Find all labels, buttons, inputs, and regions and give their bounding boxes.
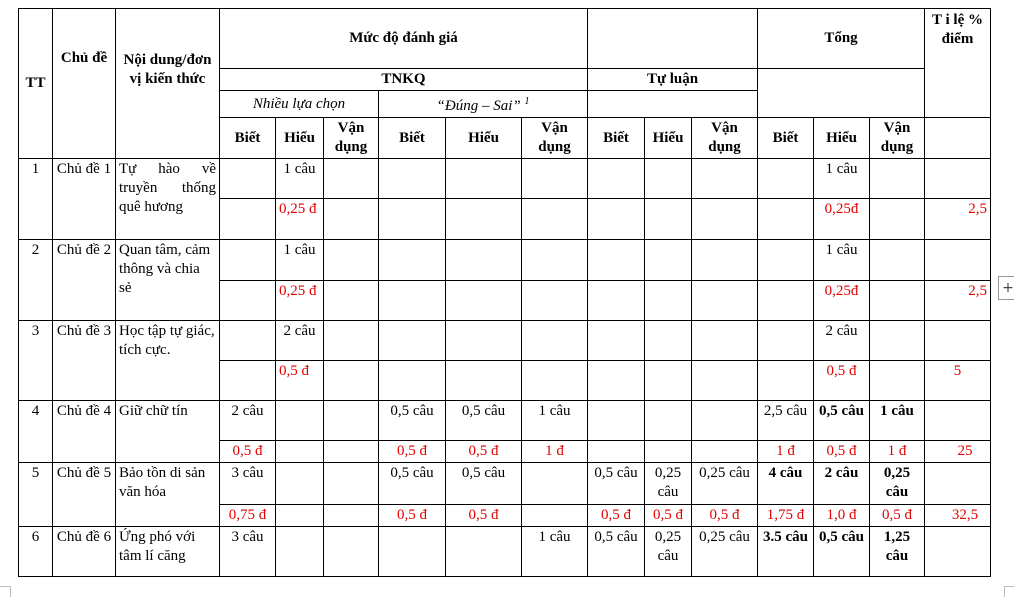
cell-count-nlc-h: 1 câu <box>276 159 324 199</box>
cell-count-ds-b: 0,5 câu <box>379 463 446 505</box>
header-tnkq: TNKQ <box>220 69 588 91</box>
cell-pct-blank <box>925 240 991 281</box>
header-muc-do-blank <box>588 9 758 69</box>
row-tt: 5 <box>19 463 53 527</box>
row-chu-de: Chủ đề 1 <box>53 159 116 240</box>
header-noi-dung: Nội dung/đơn vị kiến thức <box>116 9 220 159</box>
cell-count-tl-v <box>692 401 758 441</box>
add-column-button[interactable]: + <box>998 276 1014 300</box>
cell-score-t-v: 1 đ <box>870 441 925 463</box>
cell-score-ds-v <box>522 281 588 321</box>
cell-score-tl-v <box>692 361 758 401</box>
cell-count-nlc-b: 3 câu <box>220 463 276 505</box>
cell-count-t-h: 1 câu <box>814 159 870 199</box>
header-tt: TT <box>19 9 53 159</box>
col-tong-biet: Biết <box>758 118 814 159</box>
header-tong-blank <box>758 69 925 118</box>
cell-score-tl-v <box>692 199 758 240</box>
cell-score-pct: 2,5 <box>925 199 991 240</box>
cell-count-t-b <box>758 321 814 361</box>
cell-count-ds-b <box>379 240 446 281</box>
header-nhieu-lua-chon: Nhiều lựa chọn <box>220 91 379 118</box>
cell-count-ds-v <box>522 159 588 199</box>
table-row <box>19 463 991 505</box>
cell-count-ds-b <box>379 159 446 199</box>
cell-score-nlc-b: 0,75 đ <box>220 505 276 527</box>
cell-score-ds-v <box>522 199 588 240</box>
cell-score-tl-b <box>588 199 645 240</box>
cell-count-nlc-b: 3 câu <box>220 527 276 577</box>
cell-count-nlc-b <box>220 240 276 281</box>
cell-count-ds-h: 0,5 câu <box>446 401 522 441</box>
cell-score-tl-b <box>588 361 645 401</box>
header-dung-sai <box>379 91 588 118</box>
cell-count-t-b: 2,5 câu <box>758 401 814 441</box>
cell-count-ds-v: 1 câu <box>522 527 588 577</box>
cell-count-t-b <box>758 159 814 199</box>
cell-count-t-b: 4 câu <box>758 463 814 505</box>
cell-count-ds-v: 1 câu <box>522 401 588 441</box>
row-tt: 3 <box>19 321 53 401</box>
cell-pct-blank <box>925 463 991 505</box>
cell-score-nlc-b <box>220 199 276 240</box>
cell-score-tl-b <box>588 441 645 463</box>
header-tu-luan-blank <box>588 91 758 118</box>
cell-score-nlc-v <box>324 505 379 527</box>
cell-count-t-h: 2 câu <box>814 321 870 361</box>
cell-count-tl-h <box>645 321 692 361</box>
cell-score-nlc-h <box>276 441 324 463</box>
col-pct-blank <box>925 118 991 159</box>
cell-count-t-v: 0,25 câu <box>870 463 925 505</box>
cell-count-tl-h: 0,25 câu <box>645 527 692 577</box>
table-body <box>19 159 991 577</box>
cell-count-tl-h: 0,25 câu <box>645 463 692 505</box>
row-noi-dung: Quan tâm, cảm thông và chia sẻ <box>116 240 220 321</box>
cell-score-ds-b <box>379 361 446 401</box>
header-tong: Tổng <box>758 9 925 69</box>
cell-count-nlc-v <box>324 463 379 505</box>
cell-score-t-h: 1,0 đ <box>814 505 870 527</box>
cell-count-nlc-b <box>220 321 276 361</box>
col-tl-van-dung: Vận dụng <box>692 118 758 159</box>
cell-count-nlc-h <box>276 401 324 441</box>
cell-score-tl-v <box>692 441 758 463</box>
cell-score-ds-b <box>379 199 446 240</box>
cell-score-t-v <box>870 361 925 401</box>
cell-count-t-v: 1 câu <box>870 401 925 441</box>
cell-count-nlc-v <box>324 321 379 361</box>
cell-score-ds-h <box>446 281 522 321</box>
cell-count-tl-b <box>588 321 645 361</box>
cell-count-ds-v <box>522 463 588 505</box>
cell-score-tl-h: 0,5 đ <box>645 505 692 527</box>
table-row <box>19 321 991 361</box>
cell-score-t-h: 0,25đ <box>814 199 870 240</box>
cell-count-tl-v <box>692 159 758 199</box>
cell-score-nlc-h: 0,25 đ <box>276 281 324 321</box>
cell-count-t-b <box>758 240 814 281</box>
col-tong-hieu: Hiểu <box>814 118 870 159</box>
cell-count-t-b: 3.5 câu <box>758 527 814 577</box>
row-noi-dung: Giữ chữ tín <box>116 401 220 463</box>
cell-count-tl-h <box>645 240 692 281</box>
col-tl-hieu: Hiểu <box>645 118 692 159</box>
cell-count-tl-v: 0,25 câu <box>692 463 758 505</box>
cell-score-tl-v: 0,5 đ <box>692 505 758 527</box>
cell-score-t-b: 1,75 đ <box>758 505 814 527</box>
cell-count-t-v <box>870 321 925 361</box>
cell-pct-blank <box>925 159 991 199</box>
dung-sai-label: “Đúng – Sai” <box>436 98 525 114</box>
table-row <box>19 240 991 281</box>
cell-count-nlc-v <box>324 159 379 199</box>
cell-count-t-v: 1,25 câu <box>870 527 925 577</box>
cell-count-t-v <box>870 240 925 281</box>
cell-count-ds-b <box>379 321 446 361</box>
row-chu-de: Chủ đề 3 <box>53 321 116 401</box>
header-ti-le: T i lệ % điểm <box>925 9 991 118</box>
cell-score-nlc-v <box>324 361 379 401</box>
header-chu-de: Chủ đề <box>53 9 116 159</box>
row-tt: 4 <box>19 401 53 463</box>
cell-score-nlc-b <box>220 281 276 321</box>
col-tl-biet: Biết <box>588 118 645 159</box>
cell-score-tl-b: 0,5 đ <box>588 505 645 527</box>
cell-count-t-h: 0,5 câu <box>814 527 870 577</box>
cell-count-ds-b <box>379 527 446 577</box>
table-row <box>19 159 991 199</box>
row-chu-de: Chủ đề 6 <box>53 527 116 577</box>
cell-count-tl-b <box>588 159 645 199</box>
col-nlc-van-dung: Vận dụng <box>324 118 379 159</box>
cell-count-ds-h <box>446 159 522 199</box>
assessment-matrix-table-wrap <box>18 8 991 577</box>
cell-count-ds-h: 0,5 câu <box>446 463 522 505</box>
col-tong-van-dung: Vận dụng <box>870 118 925 159</box>
cell-count-tl-b: 0,5 câu <box>588 527 645 577</box>
dung-sai-footnote: 1 <box>524 96 530 107</box>
cell-score-ds-h <box>446 361 522 401</box>
cell-score-tl-h <box>645 199 692 240</box>
cell-score-t-b <box>758 361 814 401</box>
cell-count-ds-h <box>446 240 522 281</box>
cell-score-t-h: 0,5 đ <box>814 361 870 401</box>
cell-count-t-h: 1 câu <box>814 240 870 281</box>
cell-score-t-b: 1 đ <box>758 441 814 463</box>
cell-count-nlc-h: 2 câu <box>276 321 324 361</box>
cell-count-t-v <box>870 159 925 199</box>
cell-count-nlc-v <box>324 401 379 441</box>
cell-score-tl-b <box>588 281 645 321</box>
cell-score-pct: 32,5 <box>925 505 991 527</box>
table-row <box>19 527 991 577</box>
row-chu-de: Chủ đề 4 <box>53 401 116 463</box>
col-nlc-hieu: Hiểu <box>276 118 324 159</box>
cell-count-tl-h <box>645 159 692 199</box>
cell-score-tl-h <box>645 441 692 463</box>
cell-score-nlc-h: 0,25 đ <box>276 199 324 240</box>
cell-score-ds-h: 0,5 đ <box>446 441 522 463</box>
cell-count-ds-h <box>446 321 522 361</box>
cell-count-t-h: 2 câu <box>814 463 870 505</box>
cell-score-nlc-v <box>324 281 379 321</box>
cell-count-tl-b <box>588 401 645 441</box>
cell-score-nlc-h: 0,5 đ <box>276 361 324 401</box>
col-nlc-biet: Biết <box>220 118 276 159</box>
row-noi-dung: Tự hào về truyền thống quê hương <box>116 159 220 240</box>
cell-count-nlc-h <box>276 527 324 577</box>
cell-score-ds-b: 0,5 đ <box>379 441 446 463</box>
cell-count-tl-h <box>645 401 692 441</box>
cell-pct-blank <box>925 321 991 361</box>
page-corner-mark-left <box>0 586 11 597</box>
cell-count-tl-b: 0,5 câu <box>588 463 645 505</box>
cell-count-tl-v: 0,25 câu <box>692 527 758 577</box>
cell-count-nlc-b <box>220 159 276 199</box>
row-tt: 1 <box>19 159 53 240</box>
cell-count-ds-b: 0,5 câu <box>379 401 446 441</box>
cell-count-t-h: 0,5 câu <box>814 401 870 441</box>
cell-score-nlc-b <box>220 361 276 401</box>
cell-score-t-h: 0,5 đ <box>814 441 870 463</box>
cell-score-t-b <box>758 199 814 240</box>
cell-count-nlc-b: 2 câu <box>220 401 276 441</box>
cell-count-tl-b <box>588 240 645 281</box>
col-ds-van-dung: Vận dụng <box>522 118 588 159</box>
header-muc-do: Mức độ đánh giá <box>220 9 588 69</box>
cell-score-pct: 5 <box>925 361 991 401</box>
assessment-matrix-table <box>18 8 991 577</box>
cell-score-t-h: 0,25đ <box>814 281 870 321</box>
cell-score-pct: 25 <box>925 441 991 463</box>
cell-score-tl-h <box>645 281 692 321</box>
cell-count-tl-v <box>692 321 758 361</box>
col-ds-biet: Biết <box>379 118 446 159</box>
cell-score-ds-v <box>522 505 588 527</box>
cell-score-nlc-b: 0,5 đ <box>220 441 276 463</box>
cell-score-t-v <box>870 281 925 321</box>
cell-score-ds-b: 0,5 đ <box>379 505 446 527</box>
cell-count-nlc-v <box>324 240 379 281</box>
cell-score-ds-h: 0,5 đ <box>446 505 522 527</box>
cell-score-t-v <box>870 199 925 240</box>
col-ds-hieu: Hiểu <box>446 118 522 159</box>
cell-score-ds-v: 1 đ <box>522 441 588 463</box>
page-corner-mark-right <box>1004 586 1014 597</box>
cell-score-tl-h <box>645 361 692 401</box>
header-tu-luan: Tự luận <box>588 69 758 91</box>
cell-count-nlc-h <box>276 463 324 505</box>
row-tt: 6 <box>19 527 53 577</box>
cell-score-nlc-h <box>276 505 324 527</box>
row-noi-dung: Bảo tồn di sản văn hóa <box>116 463 220 527</box>
cell-score-ds-b <box>379 281 446 321</box>
cell-score-t-v: 0,5 đ <box>870 505 925 527</box>
cell-pct-blank <box>925 401 991 441</box>
row-chu-de: Chủ đề 5 <box>53 463 116 527</box>
row-chu-de: Chủ đề 2 <box>53 240 116 321</box>
cell-count-ds-h <box>446 527 522 577</box>
cell-count-nlc-v <box>324 527 379 577</box>
cell-score-pct: 2,5 <box>925 281 991 321</box>
cell-score-t-b <box>758 281 814 321</box>
cell-count-nlc-h: 1 câu <box>276 240 324 281</box>
cell-score-tl-v <box>692 281 758 321</box>
cell-count-ds-v <box>522 321 588 361</box>
row-tt: 2 <box>19 240 53 321</box>
row-noi-dung: Học tập tự giác, tích cực. <box>116 321 220 401</box>
cell-count-ds-v <box>522 240 588 281</box>
cell-score-nlc-v <box>324 199 379 240</box>
cell-pct-blank <box>925 527 991 577</box>
cell-score-ds-v <box>522 361 588 401</box>
table-row <box>19 401 991 441</box>
cell-score-nlc-v <box>324 441 379 463</box>
row-noi-dung: Ứng phó với tâm lí căng <box>116 527 220 577</box>
cell-count-tl-v <box>692 240 758 281</box>
cell-score-ds-h <box>446 199 522 240</box>
